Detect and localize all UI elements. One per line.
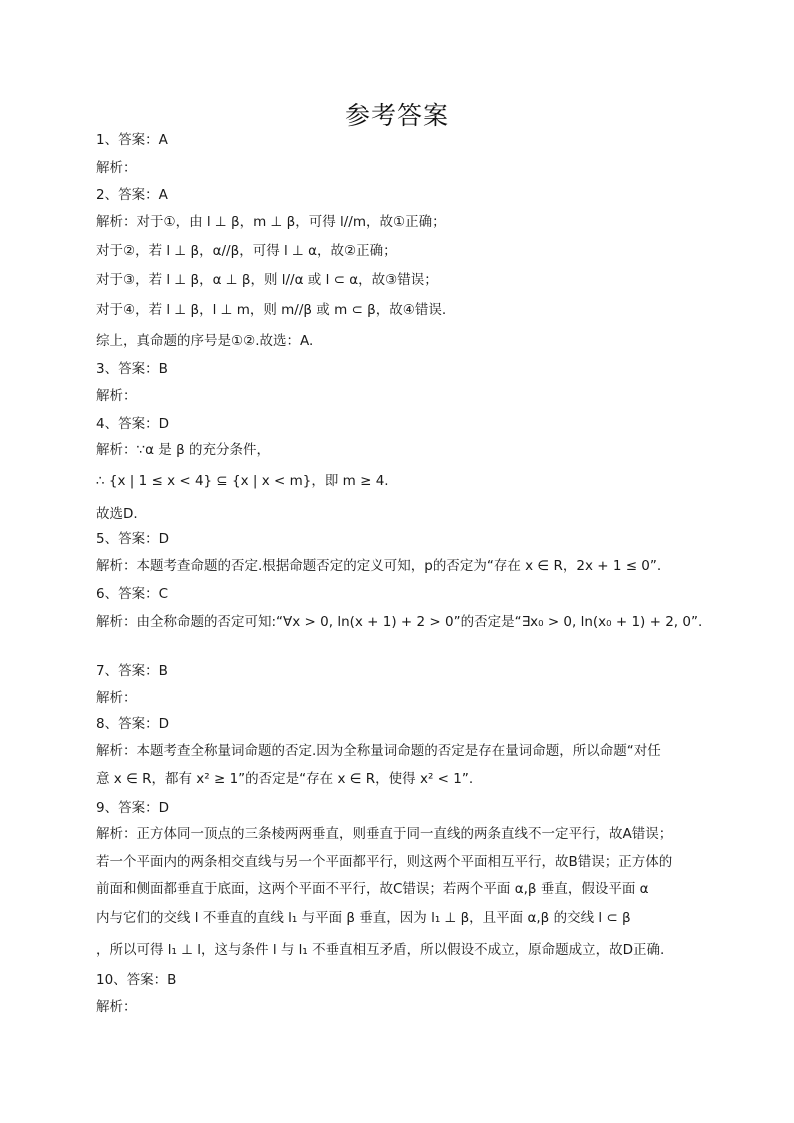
text-line: 解析：	[96, 160, 137, 176]
text-line: 对于③，若 l ⊥ β，α ⊥ β，则 l//α 或 l ⊂ α，故③错误；	[96, 272, 438, 288]
text-line: 解析：∵α 是 β 的充分条件，	[96, 442, 270, 458]
text-line: 6、答案：C	[96, 586, 169, 602]
text-line: ∴ {x | 1 ≤ x < 4} ⊆ {x | x < m}，即 m ≥ 4.	[96, 473, 389, 489]
text-line: 解析：对于①，由 l ⊥ β，m ⊥ β，可得 l//m，故①正确；	[96, 214, 446, 230]
text-line: 解析：本题考查全称量词命题的否定.因为全称量词命题的否定是存在量词命题，所以命题“对任	[96, 743, 661, 759]
text-line: 内与它们的交线 l 不垂直的直线 l₁ 与平面 β 垂直，因为 l₁ ⊥ β，且平面 α,β 的交线 l ⊂ β	[96, 910, 631, 926]
text-line: 4、答案：D	[96, 416, 169, 432]
text-line: 解析：正方体同一顶点的三条棱两两垂直，则垂直于同一直线的两条直线不一定平行，故A错误；	[96, 826, 673, 842]
text-line: 1、答案：A	[96, 132, 168, 148]
text-line: 7、答案：B	[96, 663, 168, 679]
text-line: 解析：	[96, 690, 137, 706]
text-line: 5、答案：D	[96, 531, 169, 547]
text-line: 意 x ∈ R，都有 x² ≥ 1”的否定是“存在 x ∈ R，使得 x² < 1”.	[96, 771, 474, 787]
text-line: 9、答案：D	[96, 800, 169, 816]
text-line: 综上，真命题的序号是①②.故选：A.	[96, 333, 314, 349]
text-line: 解析：本题考查命题的否定.根据命题否定的定义可知，p的否定为“存在 x ∈ R，2x + 1 ≤ 0”.	[96, 558, 662, 574]
text-line: 解析：	[96, 388, 137, 404]
text-line: 对于②，若 l ⊥ β，α//β，可得 l ⊥ α，故②正确；	[96, 243, 397, 259]
text-line: 8、答案：D	[96, 716, 169, 732]
text-line: 对于④，若 l ⊥ β，l ⊥ m，则 m//β 或 m ⊂ β，故④错误.	[96, 302, 447, 318]
text-line: 3、答案：B	[96, 361, 168, 377]
text-line: 解析：	[96, 999, 137, 1015]
page-title: 参考答案	[344, 101, 449, 130]
text-line: 10、答案：B	[96, 972, 177, 988]
text-line: ，所以可得 l₁ ⊥ l，这与条件 l 与 l₁ 不垂直相互矛盾，所以假设不成立，原命题成立，故D正确.	[96, 942, 665, 958]
text-line: 2、答案：A	[96, 187, 168, 203]
text-line: 若一个平面内的两条相交直线与另一个平面都平行，则这两个平面相互平行，故B错误；正方体的	[96, 854, 673, 870]
text-line: 前面和侧面都垂直于底面，这两个平面不平行，故C错误；若两个平面 α,β 垂直，假设平面 α	[96, 881, 649, 897]
text-line: 解析：由全称命题的否定可知:“∀x > 0, ln(x + 1) + 2 > 0”的否定是“∃x₀ > 0, ln(x₀ + 1) + 2, 0”.	[96, 614, 703, 630]
text-line: 故选D.	[96, 506, 138, 522]
